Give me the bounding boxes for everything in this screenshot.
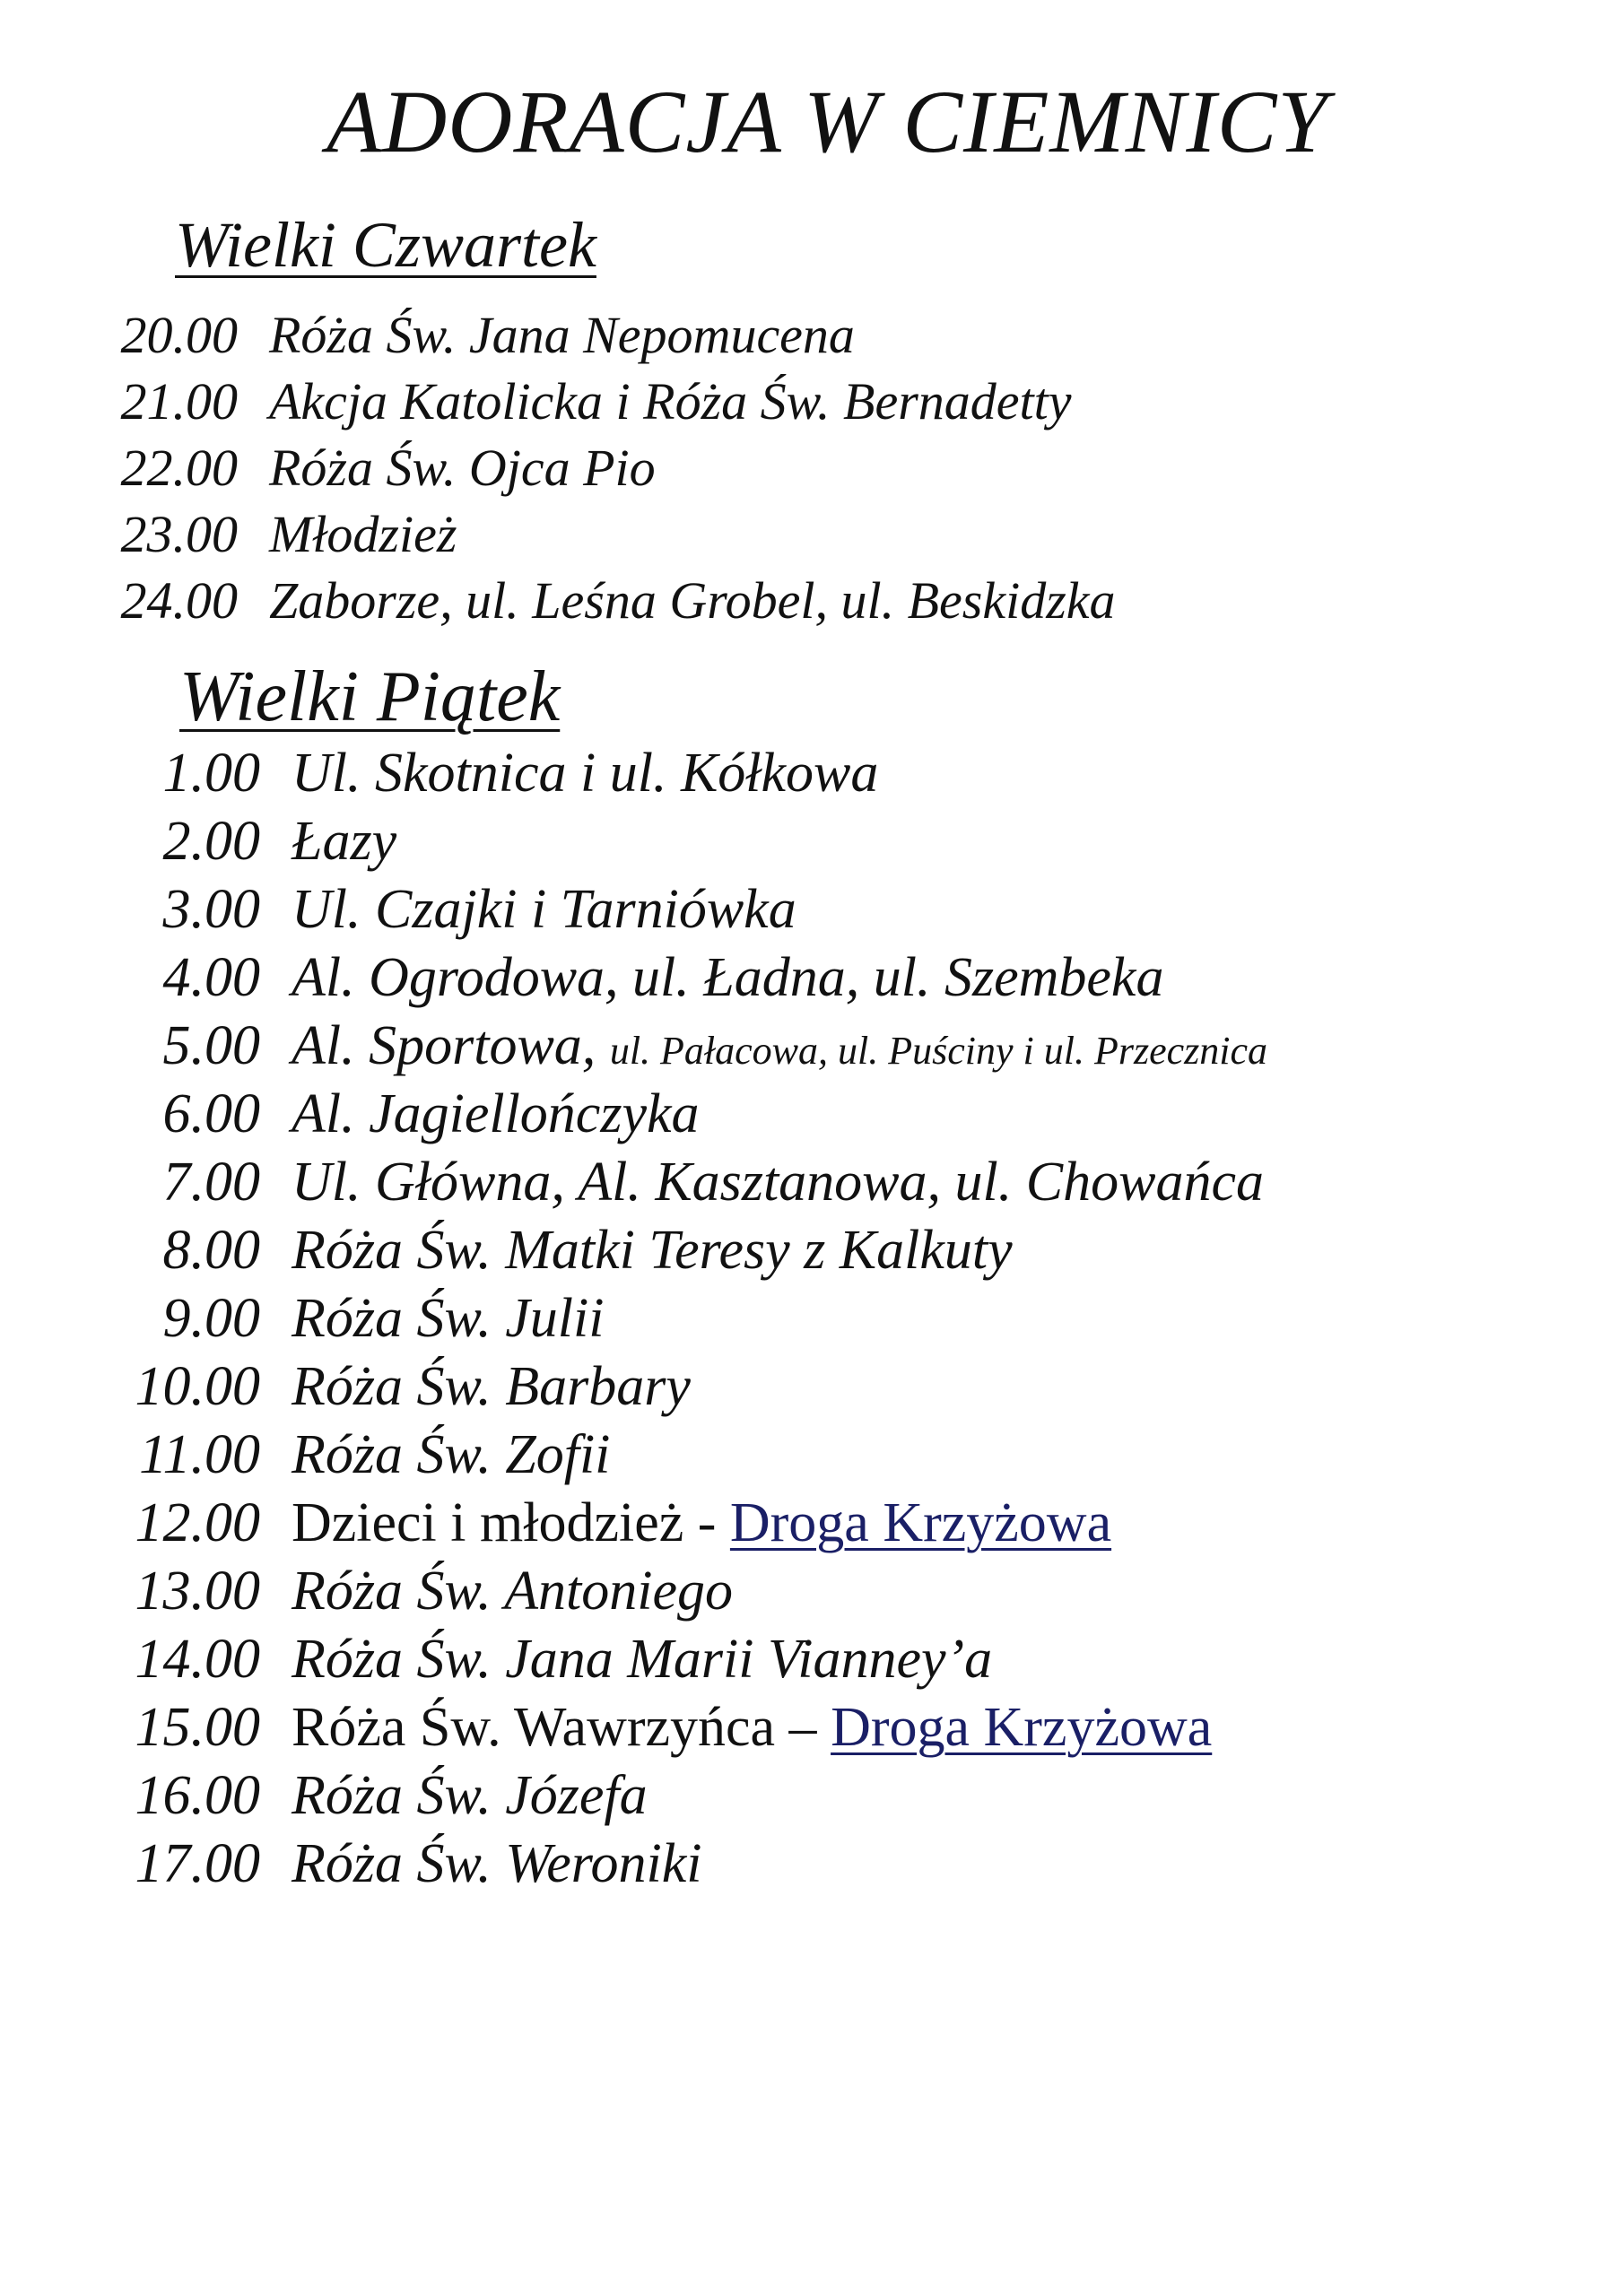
schedule-description	[292, 1832, 702, 1896]
schedule-row	[117, 1628, 1267, 1696]
schedule-time: 3.00	[162, 879, 260, 940]
schedule-time: 4.00	[162, 947, 260, 1008]
schedule-description	[269, 305, 855, 365]
schedule-time: 11.00	[139, 1424, 260, 1485]
schedule-row	[117, 1287, 1267, 1355]
schedule-text: Róża Św. Wawrzyńca –	[292, 1697, 817, 1758]
schedule-description	[292, 1628, 992, 1692]
schedule-time: 1.00	[162, 743, 260, 804]
schedule-time: 23.00	[120, 505, 238, 563]
schedule-text: Róża Św. Weroniki	[292, 1833, 702, 1894]
schedule-row	[112, 570, 1116, 637]
schedule-row	[117, 1832, 1267, 1900]
schedule-description	[292, 1423, 610, 1487]
schedule-time: 12.00	[135, 1492, 260, 1553]
schedule-text-small: ul. Pałacowa, ul. Puściny i ul. Przecznica	[609, 1029, 1268, 1073]
way-of-the-cross-label: Droga Krzyżowa	[831, 1697, 1213, 1758]
schedule-description	[292, 1083, 700, 1146]
schedule-text: Róża Św. Antoniego	[292, 1561, 733, 1622]
schedule-text: Ul. Czajki i Tarniówka	[292, 879, 796, 940]
schedule-row	[117, 810, 1267, 878]
schedule-time: 15.00	[135, 1697, 260, 1758]
schedule-time: 10.00	[135, 1356, 260, 1417]
schedule-row	[117, 1764, 1267, 1832]
schedule-row	[117, 1014, 1267, 1083]
schedule-text: Ul. Główna, Al. Kasztanowa, ul. Chowańca	[292, 1152, 1264, 1213]
schedule-description	[292, 742, 878, 805]
schedule-description	[292, 1696, 1212, 1760]
schedule-text: Róża Św. Jana Nepomucena	[269, 306, 855, 364]
schedule-description	[292, 1355, 691, 1419]
schedule-row	[112, 504, 1116, 570]
schedule-row	[117, 1492, 1267, 1560]
schedule-time: 14.00	[135, 1629, 260, 1690]
schedule-row	[117, 1219, 1267, 1287]
schedule-description	[292, 878, 796, 942]
schedule-description	[269, 371, 1072, 431]
schedule-description	[292, 1560, 733, 1623]
schedule-row	[117, 742, 1267, 810]
schedule-time: 16.00	[135, 1765, 260, 1826]
schedule-text: Zaborze, ul. Leśna Grobel, ul. Beskidzka	[269, 571, 1116, 630]
schedule-description	[292, 1287, 604, 1351]
schedule-text: Ul. Skotnica i ul. Kółkowa	[292, 743, 879, 804]
schedule-time: 7.00	[162, 1152, 260, 1213]
section-heading-friday: Wielki Piątek	[179, 657, 561, 736]
schedule-row	[117, 1423, 1267, 1492]
section-heading-thursday: Wielki Czwartek	[175, 209, 596, 281]
schedule-row	[112, 438, 1116, 504]
schedule-text: Łazy	[292, 811, 397, 872]
schedule-row	[117, 1560, 1267, 1628]
schedule-time: 13.00	[135, 1561, 260, 1622]
schedule-text: Akcja Katolicka i Róża Św. Bernadetty	[269, 372, 1072, 430]
schedule-description	[269, 504, 457, 564]
schedule-time: 5.00	[162, 1015, 260, 1076]
schedule-description	[292, 1151, 1264, 1214]
schedule-time: 6.00	[162, 1083, 260, 1144]
schedule-text: Al. Sportowa,	[292, 1015, 596, 1076]
schedule-time: 20.00	[120, 306, 238, 364]
schedule-description	[292, 810, 396, 874]
way-of-the-cross-label: Droga Krzyżowa	[729, 1492, 1112, 1553]
schedule-text: Róża Św. Julii	[292, 1288, 605, 1349]
schedule-time: 17.00	[135, 1833, 260, 1894]
schedule-description	[292, 1764, 648, 1828]
schedule-text: Róża Św. Ojca Pio	[269, 439, 656, 497]
schedule-row	[117, 878, 1267, 946]
schedule-row	[117, 1696, 1267, 1764]
schedule-description	[269, 438, 656, 498]
page-title: ADORACJA W CIEMNICY	[326, 72, 1329, 171]
schedule-text: Róża Św. Zofii	[292, 1424, 611, 1485]
schedule-time: 8.00	[162, 1220, 260, 1281]
schedule-description	[269, 570, 1116, 631]
schedule-list-friday	[117, 742, 1267, 1900]
schedule-row	[112, 305, 1116, 371]
schedule-list-thursday	[112, 305, 1116, 637]
schedule-row	[117, 946, 1267, 1014]
schedule-row	[117, 1151, 1267, 1219]
schedule-description	[292, 1492, 1111, 1555]
schedule-time: 22.00	[120, 439, 238, 497]
schedule-text: Róża Św. Barbary	[292, 1356, 691, 1417]
schedule-text: Róża Św. Matki Teresy z Kalkuty	[292, 1220, 1013, 1281]
schedule-row	[117, 1083, 1267, 1151]
schedule-text: Młodzież	[269, 505, 457, 563]
schedule-row	[117, 1355, 1267, 1423]
schedule-time: 9.00	[162, 1288, 260, 1349]
schedule-description	[292, 1014, 1267, 1078]
schedule-time: 21.00	[120, 372, 238, 430]
schedule-text: Róża Św. Józefa	[292, 1765, 648, 1826]
schedule-time: 24.00	[120, 571, 238, 630]
schedule-time: 2.00	[162, 811, 260, 872]
schedule-description	[292, 946, 1163, 1010]
schedule-text: Dzieci i młodzież -	[292, 1492, 717, 1553]
schedule-row	[112, 371, 1116, 438]
schedule-text: Al. Ogrodowa, ul. Ładna, ul. Szembeka	[292, 947, 1164, 1008]
schedule-text: Róża Św. Jana Marii Vianney’a	[292, 1629, 993, 1690]
schedule-text: Al. Jagiellończyka	[292, 1083, 700, 1144]
schedule-description	[292, 1219, 1013, 1283]
